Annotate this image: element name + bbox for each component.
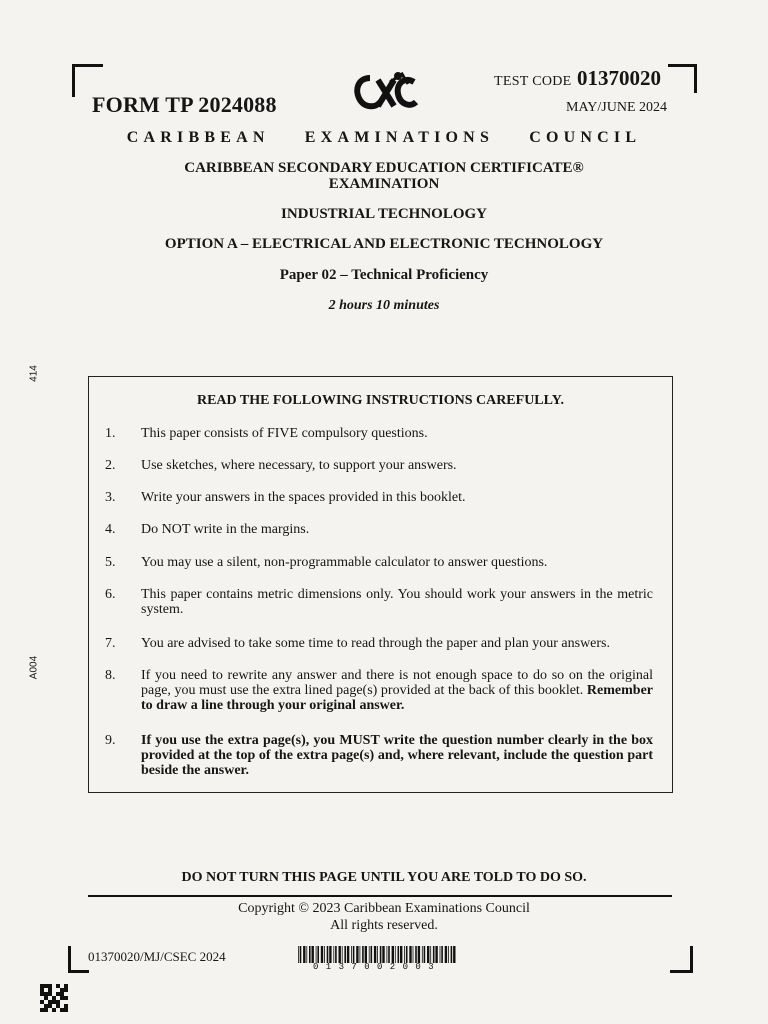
side-mark-top: 414 (28, 365, 40, 382)
form-tp-number: FORM TP 2024088 (92, 92, 277, 117)
qr-module (40, 992, 44, 996)
exam-duration: 2 hours 10 minutes (328, 298, 440, 313)
barcode-bar (430, 946, 431, 963)
barcode (298, 946, 456, 963)
instructions-heading: READ THE FOLLOWING INSTRUCTIONS CAREFULLY. (196, 393, 565, 408)
barcode-bar (388, 946, 390, 963)
barcode-bar (300, 946, 302, 963)
subject-title: INDUSTRIAL TECHNOLOGY (280, 206, 488, 222)
certificate-title-line1: CARIBBEAN SECONDARY EDUCATION CERTIFICATE® (184, 160, 584, 176)
barcode-bar (398, 946, 400, 963)
qr-module (40, 1008, 44, 1012)
barcode-bar (409, 946, 411, 963)
barcode-bar (377, 946, 378, 963)
test-code-label: TEST CODE (494, 74, 572, 89)
qr-module (52, 1008, 56, 1012)
barcode-bar (362, 946, 364, 963)
barcode-bar (324, 946, 325, 963)
do-not-turn-notice: DO NOT TURN THIS PAGE UNTIL YOU ARE TOLD TO DO SO. (181, 870, 587, 885)
corner-mark-top-right (668, 64, 697, 93)
barcode-bar (433, 946, 435, 963)
instruction-item (105, 522, 653, 537)
barcode-bar (387, 946, 388, 963)
barcode-digits: 0137002003 (312, 962, 441, 972)
barcode-bar (441, 946, 443, 963)
barcode-bar (422, 946, 423, 963)
instruction-number: 6. (105, 587, 116, 602)
barcode-bar (298, 946, 299, 963)
qr-module (56, 992, 60, 996)
qr-module (44, 996, 48, 1000)
qr-code-icon (40, 984, 68, 1012)
barcode-bar (453, 946, 455, 963)
instruction-text-emphasis: Remember to draw a line through your original answer. (141, 683, 653, 713)
barcode-bar (440, 946, 441, 963)
qr-module (56, 984, 60, 988)
footer-divider (88, 895, 672, 897)
qr-module (56, 1004, 60, 1008)
instruction-text: Do NOT write in the margins. (141, 522, 310, 537)
barcode-bar (306, 946, 307, 963)
barcode-bar (400, 946, 402, 963)
barcode-bar (317, 946, 319, 963)
barcode-bar (392, 946, 394, 963)
barcode-bar (415, 946, 417, 963)
barcode-bar (353, 946, 355, 963)
instruction-item (105, 636, 653, 651)
barcode-bar (312, 946, 314, 963)
barcode-bar (327, 946, 329, 963)
qr-module (40, 984, 44, 988)
qr-module (48, 984, 52, 988)
paper-code: 01370020/MJ/CSEC 2024 (88, 949, 226, 964)
barcode-bar (339, 946, 341, 963)
qr-module (64, 996, 68, 1000)
qr-module (48, 1000, 52, 1004)
instruction-number: 1. (105, 426, 116, 441)
barcode-bar (445, 946, 447, 963)
barcode-bar (321, 946, 323, 963)
barcode-bar (448, 946, 449, 963)
instruction-text: You are advised to take some time to read through the paper and plan your answers. (141, 636, 611, 651)
instruction-text: Use sketches, where necessary, to support your answers. (141, 458, 457, 473)
barcode-bar (382, 946, 384, 963)
exam-session: MAY/JUNE 2024 (566, 100, 667, 115)
copyright-notice: Copyright © 2023 Caribbean Examinations Council (238, 901, 530, 916)
qr-module (44, 1008, 48, 1012)
barcode-bar (371, 946, 373, 963)
instruction-number: 5. (105, 555, 116, 570)
instruction-item (105, 668, 653, 713)
instruction-item (105, 458, 653, 473)
test-code (494, 66, 661, 91)
instruction-number: 2. (105, 458, 116, 473)
qr-module (64, 1004, 68, 1008)
qr-module (44, 992, 48, 996)
council-name: CARIBBEAN EXAMINATIONS COUNCIL (126, 129, 642, 146)
barcode-bar (360, 946, 361, 963)
barcode-bar (369, 946, 370, 963)
barcode-bar (424, 946, 426, 963)
corner-mark-bottom-left (68, 946, 89, 973)
instruction-text: You may use a silent, non-programmable calculator to answer questions. (141, 555, 548, 570)
barcode-bar (347, 946, 349, 963)
side-mark-bottom: A004 (28, 655, 40, 680)
qr-module (60, 996, 64, 1000)
qr-module (44, 984, 48, 988)
barcode-bar (427, 946, 429, 963)
barcode-bar (351, 946, 352, 963)
barcode-bar (374, 946, 376, 963)
qr-module (40, 988, 44, 992)
qr-module (64, 984, 68, 988)
qr-module (48, 1004, 52, 1008)
qr-module (52, 1000, 56, 1004)
barcode-bar (335, 946, 337, 963)
qr-module (40, 1000, 44, 1004)
instruction-text: This paper contains metric dimensions only. You should work your answers in the metric system. (141, 587, 653, 617)
qr-module (48, 992, 52, 996)
instruction-item (105, 733, 653, 778)
instruction-number: 9. (105, 733, 116, 748)
barcode-bar (356, 946, 358, 963)
test-code-value: 01370020 (577, 66, 661, 90)
instruction-text-emphasis: If you use the extra page(s), you MUST write the question number clearly in the box provided at the top of the extra page(s) and, where relevant, include the question part beside the answer. (141, 733, 653, 778)
corner-mark-bottom-right (670, 946, 693, 973)
rights-reserved: All rights reserved. (330, 918, 438, 933)
barcode-bar (303, 946, 305, 963)
barcode-bar (413, 946, 414, 963)
qr-module (60, 1008, 64, 1012)
barcode-bar (333, 946, 334, 963)
certificate-title-line2: EXAMINATION (328, 176, 440, 192)
instruction-text: Write your answers in the spaces provided in this booklet. (141, 490, 466, 505)
qr-module (64, 1008, 68, 1012)
instruction-text: If you need to rewrite any answer and there is not enough space to do so on the original page, you must use the extra lined page(s) provided at the back of this booklet. (141, 668, 653, 698)
barcode-bar (344, 946, 346, 963)
barcode-bar (404, 946, 405, 963)
instruction-item (105, 426, 653, 441)
instruction-number: 8. (105, 668, 116, 683)
paper-title: Paper 02 – Technical Proficiency (279, 267, 489, 283)
barcode-bar (329, 946, 331, 963)
instruction-item (105, 490, 653, 505)
barcode-bar (342, 946, 343, 963)
instruction-item (105, 555, 653, 570)
cxc-logo (350, 70, 420, 114)
instruction-number: 4. (105, 522, 116, 537)
qr-module (44, 1004, 48, 1008)
instruction-text: This paper consists of FIVE compulsory questions. (141, 426, 428, 441)
barcode-bar (316, 946, 317, 963)
qr-module (60, 992, 64, 996)
barcode-bar (395, 946, 396, 963)
qr-module (52, 996, 56, 1000)
barcode-bar (435, 946, 437, 963)
barcode-bar (418, 946, 420, 963)
barcode-bar (451, 946, 453, 963)
instruction-number: 7. (105, 636, 116, 651)
barcode-bar (406, 946, 408, 963)
qr-module (64, 988, 68, 992)
option-title: OPTION A – ELECTRICAL AND ELECTRONIC TECHNOLOGY (164, 236, 604, 252)
barcode-bar (309, 946, 311, 963)
barcode-bar (365, 946, 367, 963)
instruction-number: 3. (105, 490, 116, 505)
qr-module (56, 1000, 60, 1004)
qr-module (60, 988, 64, 992)
qr-module (48, 988, 52, 992)
instruction-text-block (141, 668, 653, 713)
barcode-bar (380, 946, 382, 963)
instruction-item (105, 587, 653, 617)
